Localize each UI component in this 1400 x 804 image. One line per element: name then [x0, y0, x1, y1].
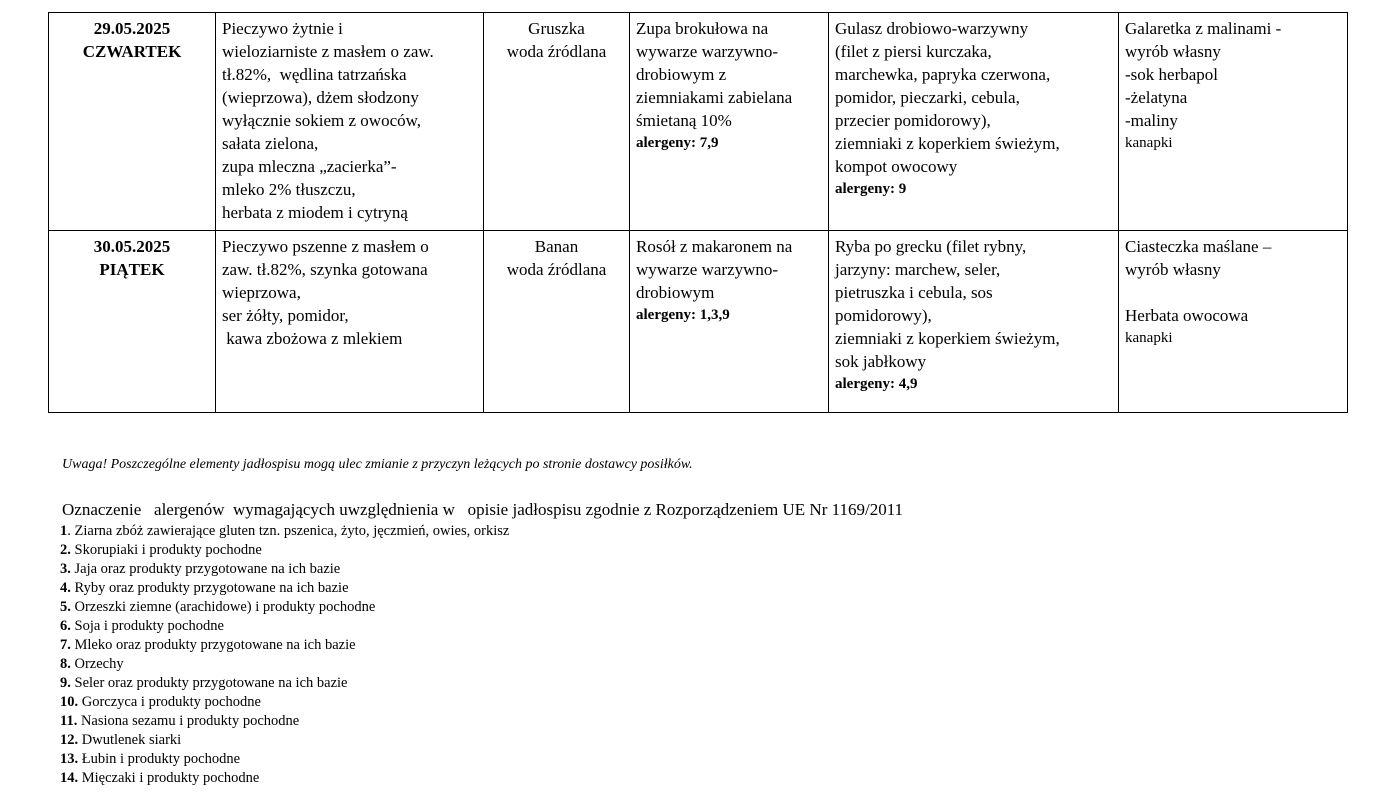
- dessert-line: [1125, 281, 1341, 304]
- allergen-legend-item: [60, 655, 509, 674]
- soup-cell: [630, 231, 829, 413]
- allergen-text: Łubin i produkty pochodne: [78, 751, 241, 767]
- breakfast-line: zupa mleczna „zacierka”-: [222, 157, 397, 176]
- allergen-text: Ryby oraz produkty przygotowane na ich bazie: [70, 580, 349, 596]
- allergen-legend-item: [60, 769, 509, 788]
- allergen-text: Mleko oraz produkty przygotowane na ich bazie: [70, 637, 356, 653]
- day-cell: [49, 231, 216, 413]
- breakfast-line: ser żółty, pomidor,: [222, 306, 349, 325]
- breakfast-line: kawa zbożowa z mlekiem: [222, 329, 403, 348]
- snack-line: Banan: [534, 237, 579, 256]
- snack-cell: [484, 13, 630, 231]
- dessert-line: wyrób własny: [1125, 42, 1221, 61]
- soup-line: wywarze warzywno-: [636, 260, 779, 279]
- allergen-number: 8.: [60, 656, 71, 672]
- breakfast-line: herbata z miodem i cytryną: [222, 203, 408, 222]
- main-course-line: Ryba po grecku (filet rybny,: [835, 237, 1027, 256]
- allergen-number: 13.: [60, 751, 79, 767]
- breakfast-line: Pieczywo żytnie i: [222, 19, 343, 38]
- main-course-line: pomidor, pieczarki, cebula,: [835, 88, 1020, 107]
- dessert-line: Galaretka z malinami -: [1125, 19, 1282, 38]
- allergen-text: . Ziarna zbóż zawierające gluten tzn. pszenica, żyto, jęczmień, owies, orkisz: [67, 523, 510, 539]
- main-course-allergens: alergeny: 4,9: [835, 376, 918, 392]
- breakfast-line: (wieprzowa), dżem słodzony: [222, 88, 419, 107]
- soup-line: drobiowym: [636, 283, 715, 302]
- allergen-text: Mięczaki i produkty pochodne: [78, 770, 260, 786]
- allergen-legend-item: [60, 579, 509, 598]
- main-course-line: ziemniaki z koperkiem świeżym,: [835, 134, 1060, 153]
- allergen-text: Seler oraz produkty przygotowane na ich bazie: [70, 675, 348, 691]
- allergen-number: 7.: [60, 637, 71, 653]
- day-cell: [49, 13, 216, 231]
- main-course-allergens: alergeny: 9: [835, 181, 907, 197]
- main-course-line: jarzyny: marchew, seler,: [835, 260, 1001, 279]
- allergen-number: 11.: [60, 713, 78, 729]
- breakfast-cell: [216, 13, 484, 231]
- main-course-line: Gulasz drobiowo-warzywny: [835, 19, 1029, 38]
- menu-table: [48, 12, 1348, 413]
- allergen-legend-list: [60, 522, 509, 788]
- dessert-line: Ciasteczka maślane –: [1125, 237, 1272, 256]
- allergen-legend-item: [60, 541, 509, 560]
- main-course-line: pietruszka i cebula, sos: [835, 283, 993, 302]
- soup-line: drobiowym z: [636, 65, 727, 84]
- allergen-number: 12.: [60, 732, 79, 748]
- allergen-legend-item: [60, 636, 509, 655]
- dessert-cell: [1119, 231, 1348, 413]
- breakfast-cell: [216, 231, 484, 413]
- breakfast-line: wieloziarniste z masłem o zaw.: [222, 42, 434, 61]
- breakfast-line: Pieczywo pszenne z masłem o: [222, 237, 429, 256]
- allergen-legend-item: [60, 598, 509, 617]
- dessert-extra: kanapki: [1125, 330, 1173, 346]
- dessert-line: Herbata owocowa: [1125, 306, 1249, 325]
- allergen-legend-item: [60, 731, 509, 750]
- allergen-text: Jaja oraz produkty przygotowane na ich bazie: [70, 561, 341, 577]
- soup-line: wywarze warzywno-: [636, 42, 779, 61]
- soup-line: ziemniakami zabielana: [636, 88, 793, 107]
- allergen-text: Dwutlenek siarki: [78, 732, 182, 748]
- allergen-number: 3.: [60, 561, 71, 577]
- allergen-number: 4.: [60, 580, 71, 596]
- allergen-number: 2.: [60, 542, 71, 558]
- breakfast-line: sałata zielona,: [222, 134, 319, 153]
- main-course-line: sok jabłkowy: [835, 352, 927, 371]
- breakfast-line: wyłącznie sokiem z owoców,: [222, 111, 422, 130]
- menu-row: [49, 13, 1348, 231]
- soup-allergens: alergeny: 1,3,9: [636, 307, 730, 323]
- date-label: 30.05.2025: [93, 237, 171, 256]
- dessert-line: wyrób własny: [1125, 260, 1221, 279]
- weekday-label: CZWARTEK: [82, 42, 182, 61]
- allergen-number: 1: [60, 523, 68, 539]
- date-label: 29.05.2025: [93, 19, 171, 38]
- dessert-cell: [1119, 13, 1348, 231]
- menu-change-note: Uwaga! Poszczególne elementy jadłospisu mogą ulec zmianie z przyczyn leżących po stronie dostawcy posiłków.: [62, 457, 693, 472]
- breakfast-line: zaw. tł.82%, szynka gotowana: [222, 260, 428, 279]
- allergen-legend-item: [60, 674, 509, 693]
- allergen-number: 5.: [60, 599, 71, 615]
- allergen-text: Orzechy: [70, 656, 124, 672]
- allergen-legend-item: [60, 522, 509, 541]
- soup-allergens: alergeny: 7,9: [636, 135, 719, 151]
- menu-row: [49, 231, 1348, 413]
- main-course-line: (filet z piersi kurczaka,: [835, 42, 992, 61]
- allergen-number: 6.: [60, 618, 71, 634]
- main-course-line: ziemniaki z koperkiem świeżym,: [835, 329, 1060, 348]
- allergen-text: Orzeszki ziemne (arachidowe) i produkty pochodne: [70, 599, 376, 615]
- dessert-extra: kanapki: [1125, 135, 1173, 151]
- breakfast-line: tł.82%, wędlina tatrzańska: [222, 65, 407, 84]
- allergen-text: Skorupiaki i produkty pochodne: [70, 542, 262, 558]
- allergen-legend-item: [60, 560, 509, 579]
- snack-line: woda źródlana: [506, 260, 607, 279]
- allergen-text: Soja i produkty pochodne: [70, 618, 224, 634]
- breakfast-line: wieprzowa,: [222, 283, 301, 302]
- allergen-legend-title: Oznaczenie alergenów wymagających uwzględnienia w opisie jadłospisu zgodnie z Rozporządzeniem UE Nr 1169/2011: [62, 500, 904, 519]
- allergen-legend-item: [60, 712, 509, 731]
- snack-line: Gruszka: [528, 19, 585, 38]
- allergen-legend-item: [60, 693, 509, 712]
- allergen-number: 9.: [60, 675, 71, 691]
- soup-line: Rosół z makaronem na: [636, 237, 793, 256]
- main-course-cell: [829, 231, 1119, 413]
- main-course-line: pomidorowy),: [835, 306, 932, 325]
- main-course-line: kompot owocowy: [835, 157, 958, 176]
- main-course-line: przecier pomidorowy),: [835, 111, 991, 130]
- allergen-legend-item: [60, 617, 509, 636]
- main-course-cell: [829, 13, 1119, 231]
- dessert-line: -maliny: [1125, 111, 1178, 130]
- allergen-number: 10.: [60, 694, 79, 710]
- allergen-text: Gorczyca i produkty pochodne: [78, 694, 261, 710]
- allergen-number: 14.: [60, 770, 79, 786]
- dessert-line: -żelatyna: [1125, 88, 1188, 107]
- main-course-line: marchewka, papryka czerwona,: [835, 65, 1051, 84]
- allergen-legend-item: [60, 750, 509, 769]
- weekday-label: PIĄTEK: [99, 260, 165, 279]
- soup-line: śmietaną 10%: [636, 111, 732, 130]
- snack-cell: [484, 231, 630, 413]
- breakfast-line: mleko 2% tłuszczu,: [222, 180, 356, 199]
- snack-line: woda źródlana: [506, 42, 607, 61]
- soup-cell: [630, 13, 829, 231]
- dessert-line: -sok herbapol: [1125, 65, 1219, 84]
- allergen-text: Nasiona sezamu i produkty pochodne: [77, 713, 300, 729]
- soup-line: Zupa brokułowa na: [636, 19, 769, 38]
